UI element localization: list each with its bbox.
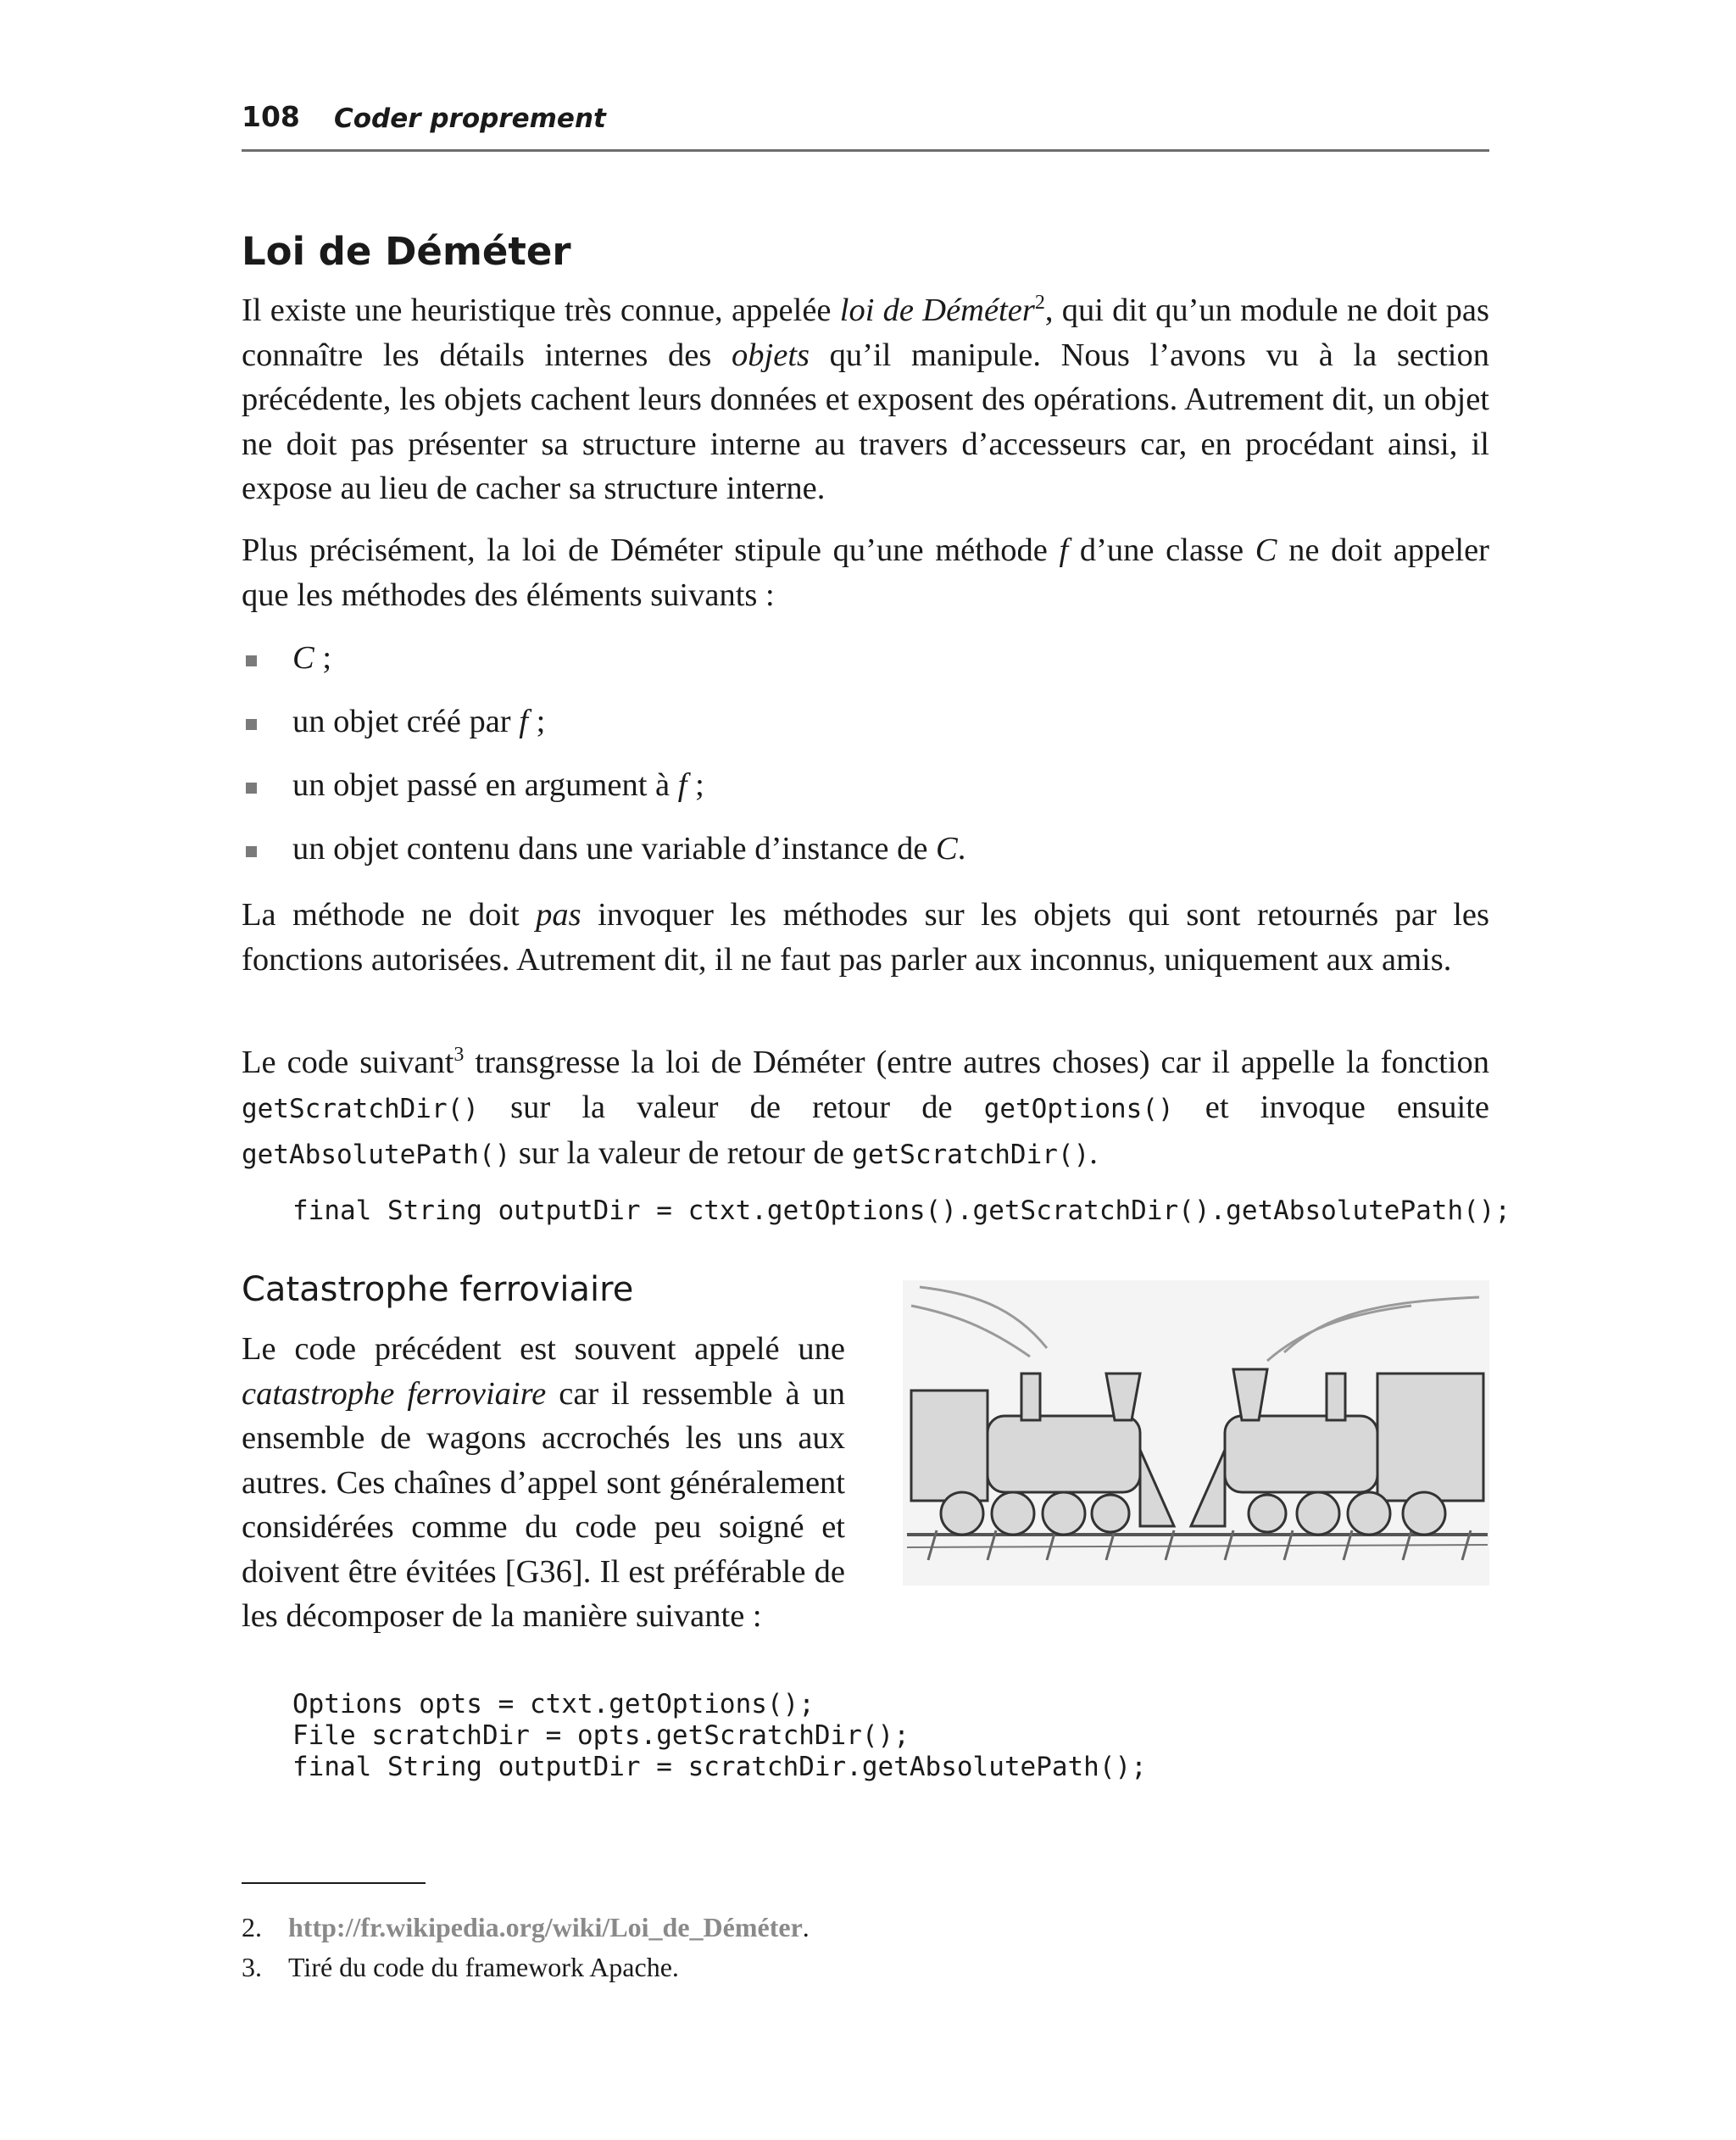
footnotes <box>242 1908 810 1987</box>
footnote-ref-2[interactable]: 2 <box>1034 292 1045 314</box>
bullet-list <box>242 636 1489 890</box>
square-bullet-icon <box>246 719 257 730</box>
code-line: final String outputDir = scratchDir.getAbsolutePath(); <box>292 1752 1147 1782</box>
footnote-3: 3. Tiré du code du framework Apache. <box>242 1952 679 1982</box>
book-title: Coder proprement <box>334 103 606 134</box>
running-header <box>242 93 1489 149</box>
square-bullet-icon <box>246 783 257 794</box>
list-item: un objet contenu dans une variable d’instance de C. <box>242 827 1489 890</box>
code-line: Options opts = ctxt.getOptions(); <box>292 1689 815 1719</box>
inline-code: getAbsolutePath() <box>242 1140 511 1170</box>
code-block-decomposed <box>292 1689 1147 1783</box>
header-rule <box>242 149 1489 152</box>
paragraph-train-wreck: Le code précédent est souvent appelé une catastrophe ferroviaire car il ressemble à un ensemble de wagons accrochés les uns aux autres. Ces chaînes d’appel sont généralement considérées comme du code peu soigné et doivent être évitées [G36]. Il est préférable de les décomposer de la manière suivante : <box>242 1331 845 1634</box>
paragraph-precisely: Plus précisément, la loi de Déméter stipule qu’une méthode f d’une classe C ne doit appeler que les méthodes des éléments suivants : <box>242 532 1490 613</box>
footnote-rule <box>242 1882 426 1884</box>
page-number: 108 <box>242 100 300 133</box>
wikipedia-link[interactable]: http://fr.wikipedia.org/wiki/Loi_de_Déméter <box>288 1912 803 1942</box>
inline-code: getScratchDir() <box>242 1093 479 1124</box>
inline-code: getOptions() <box>983 1093 1174 1124</box>
footnote-ref-3[interactable]: 3 <box>453 1044 465 1066</box>
train-wreck-illustration <box>903 1280 1489 1585</box>
list-item: un objet créé par f ; <box>242 699 1489 763</box>
book-page <box>242 93 1511 1982</box>
code-line: File scratchDir = opts.getScratchDir(); <box>292 1720 910 1751</box>
section-title: Loi de Déméter <box>242 229 571 274</box>
paragraph-code-example: Le code suivant$^3$ transgresse la loi de Déméter (entre autres choses) car il appelle la fonction getScratchDir() sur la valeur de retour de getOptions() et invoque ensuite getAbsolutePath() sur la valeur de retour de getScratchDir(). <box>242 1044 1490 1171</box>
list-item: C ; <box>242 636 1489 699</box>
square-bullet-icon <box>246 846 257 857</box>
footnote-2: 2. http://fr.wikipedia.org/wiki/Loi_de_Déméter. <box>242 1912 810 1942</box>
list-item: un objet passé en argument à f ; <box>242 763 1489 827</box>
code-block-chain: final String outputDir = ctxt.getOptions().getScratchDir().getAbsolutePath(); <box>292 1195 1511 1226</box>
paragraph-method-rule: La méthode ne doit pas invoquer les méthodes sur les objets qui sont retournés par les fonctions autorisées. Autrement dit, il ne faut pas parler aux inconnus, uniquement aux amis. <box>242 897 1490 978</box>
subsection-title: Catastrophe ferroviaire <box>242 1270 634 1309</box>
inline-code: getScratchDir() <box>852 1140 1090 1170</box>
paragraph-intro: Il existe une heuristique très connue, appelée loi de Déméter$^2$, qui dit qu’un module ne doit pas connaître les détails internes des objets qu’il manipule. Nous l’avons vu à la section précédente, les objets cachent leurs données et exposent des opérations. Autrement dit, un objet ne doit pas présenter sa structure interne au travers d’accesseurs car, en procédant ainsi, il expose au lieu de cacher sa structure interne. <box>242 292 1489 506</box>
square-bullet-icon <box>246 655 257 666</box>
